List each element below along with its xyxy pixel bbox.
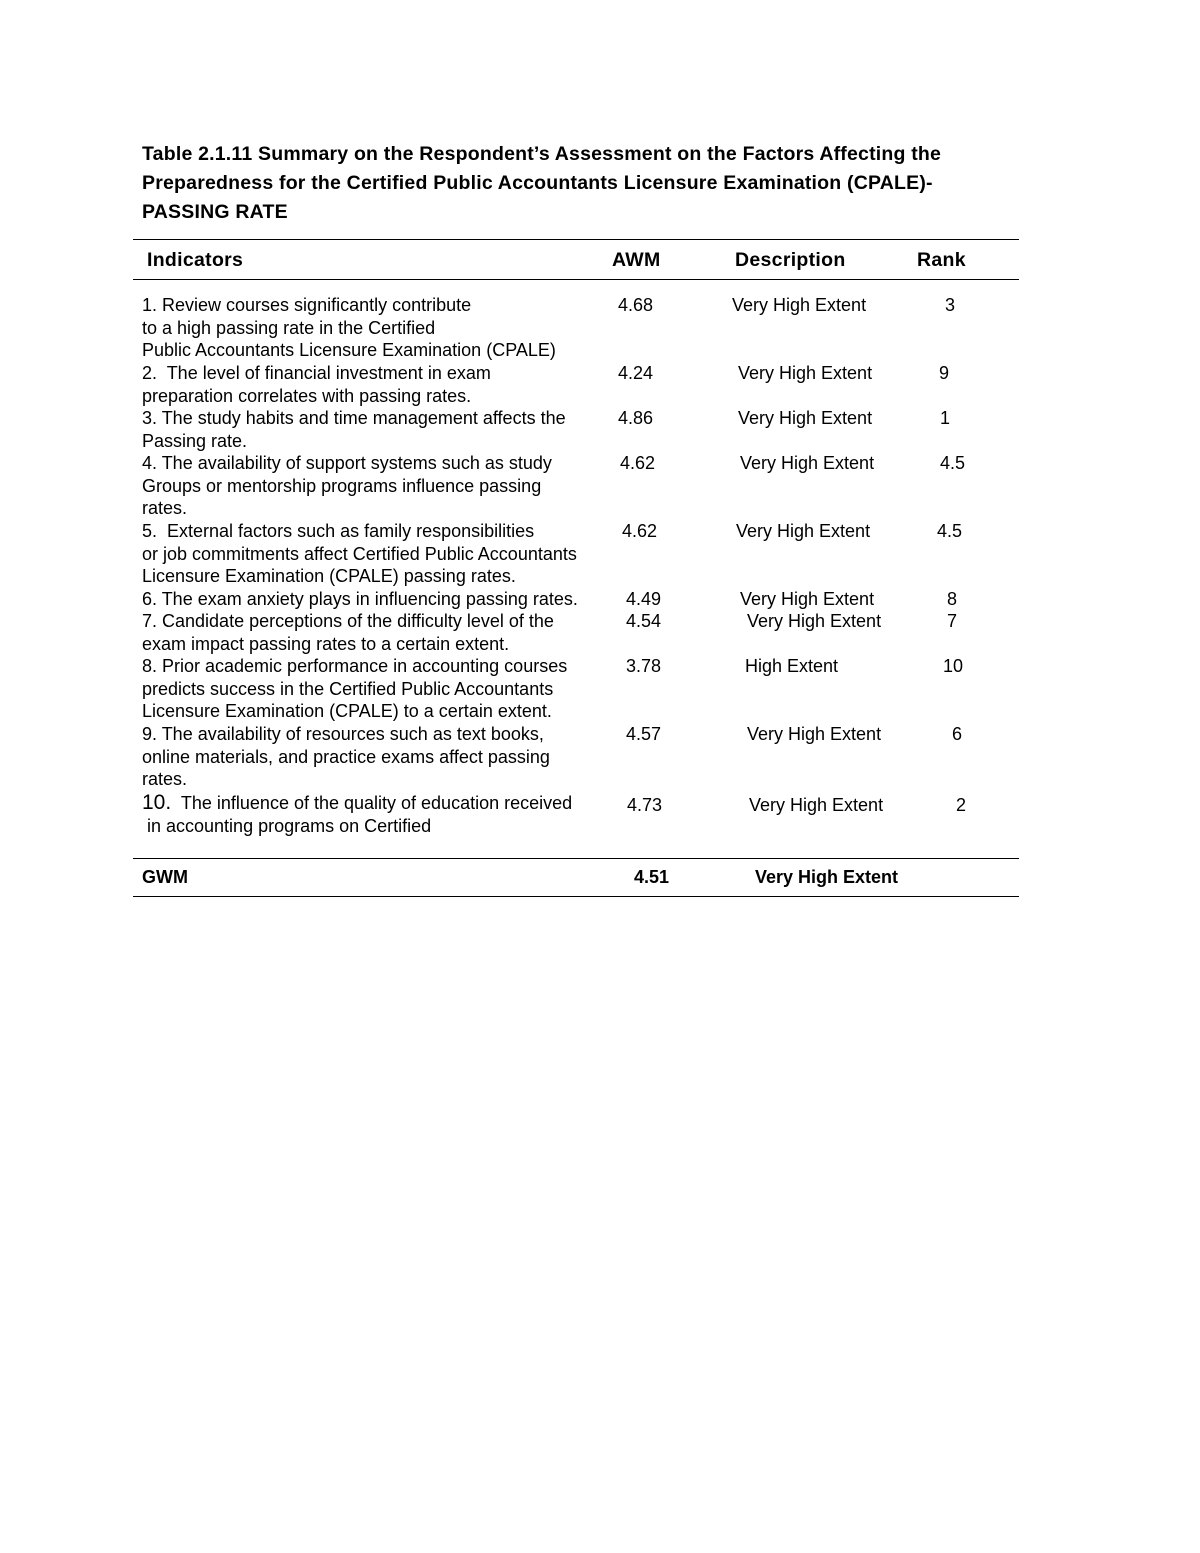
header-indicators: Indicators [147,249,244,271]
table-row-indicator: 2. The level of financial investment in exam preparation correlates with passing rates. [142,363,491,406]
table-row-description: Very High Extent [738,363,873,383]
footer-description: Very High Extent [755,867,899,887]
table-row-rank: 7 [947,611,958,631]
header-rank: Rank [917,249,966,271]
table-bottom-rule [133,896,1019,897]
table-row-awm: 4.86 [618,408,654,428]
table-row-awm: 4.62 [622,521,658,541]
caption-line: PASSING RATE [142,201,288,223]
table-row-indicator: 4. The availability of support systems such as study Groups or mentorship programs influence passing rates. [142,453,552,519]
table-row-description: Very High Extent [738,408,873,428]
table-row-description: Very High Extent [740,589,875,609]
table-row-awm: 4.54 [626,611,662,631]
row-number: 10. [142,791,172,814]
table-row-rank: 2 [956,795,967,815]
table-row-rank: 10 [943,656,964,676]
table-row-indicator: 6. The exam anxiety plays in influencing passing rates. [142,589,578,609]
table-caption [142,140,1032,227]
table-row-rank: 4.5 [937,521,963,541]
table-row-indicator: 5. External factors such as family responsibilities or job commitments affect Certified Public Accountants Licensure Examination (CPALE) passing rates. [142,521,577,587]
footer-awm: 4.51 [634,867,670,887]
table-row-indicator: 8. Prior academic performance in accounting courses predicts success in the Certified Public Accountants Licensure Examination (CPALE) to a certain extent. [142,656,568,722]
caption-line: Preparedness for the Certified Public Accountants Licensure Examination (CPALE)- [142,172,933,194]
table-row-description: Very High Extent [740,453,875,473]
table-row-description: Very High Extent [747,724,882,744]
table-row-description: Very High Extent [736,521,871,541]
table-row-description: Very High Extent [747,611,882,631]
table-row-indicator: 10. The influence of the quality of education received in accounting programs on Certified [142,791,573,836]
header-bottom-rule [133,279,1019,280]
table-row-rank: 6 [952,724,963,744]
table-row-indicator: 3. The study habits and time management affects the Passing rate. [142,408,566,451]
table-row-indicator: 1. Review courses significantly contribute to a high passing rate in the Certified Public Accountants Licensure Examination (CPALE) [142,295,556,361]
table-row-rank: 4.5 [940,453,966,473]
table-row-awm: 4.57 [626,724,662,744]
table-row-awm: 4.73 [627,795,663,815]
table-row-awm: 3.78 [626,656,662,676]
table-row-indicator: 7. Candidate perceptions of the difficulty level of the exam impact passing rates to a certain extent. [142,611,554,654]
table-row-rank: 8 [947,589,958,609]
footer-top-rule [133,858,1019,859]
table-row-description: Very High Extent [749,795,884,815]
header-description: Description [735,249,846,271]
table-row-awm: 4.49 [626,589,662,609]
table-row-description: Very High Extent [732,295,867,315]
header-awm: AWM [612,249,661,271]
table-row-indicator: 9. The availability of resources such as text books, online materials, and practice exams affect passing rates. [142,724,550,790]
caption-line: Table 2.1.11 Summary on the Respondent’s Assessment on the Factors Affecting the [142,143,942,165]
table-row-rank: 1 [940,408,951,428]
table-row-rank: 9 [939,363,950,383]
table-row-description: High Extent [745,656,839,676]
table-row-awm: 4.62 [620,453,656,473]
table-row-awm: 4.24 [618,363,654,383]
footer-label: GWM [142,867,188,887]
table-top-rule [133,239,1019,240]
table-row-rank: 3 [945,295,956,315]
table-row-awm: 4.68 [618,295,654,315]
